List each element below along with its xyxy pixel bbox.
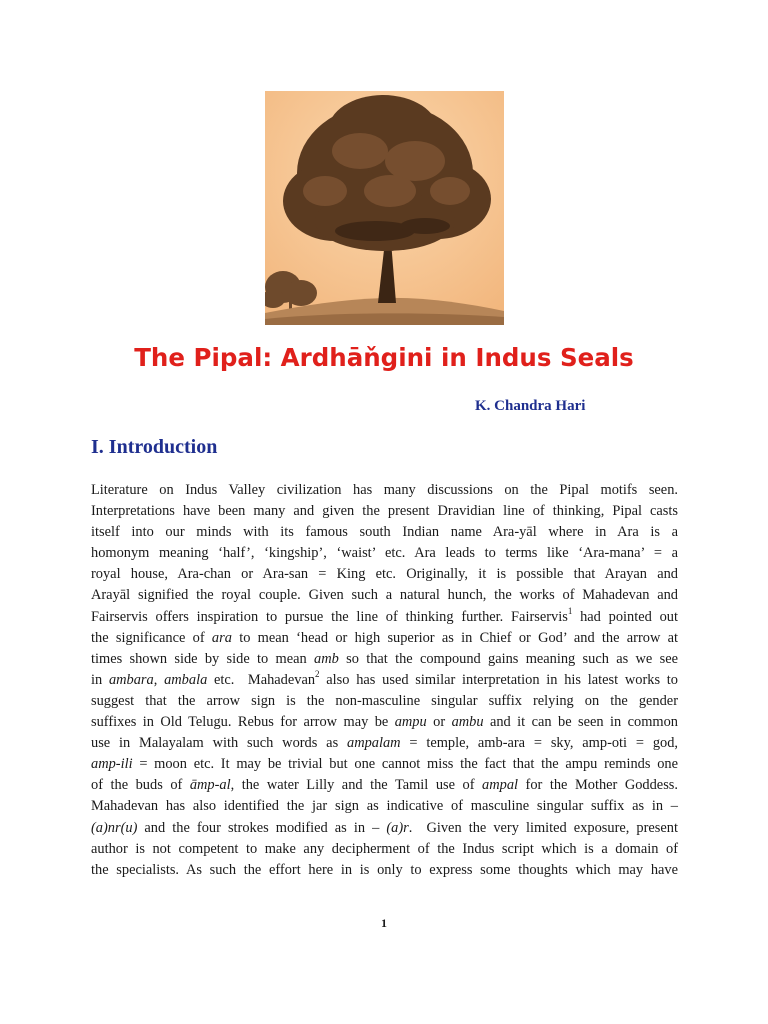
paragraph-line [91, 628, 678, 649]
text-run: had pointed out [572, 608, 678, 625]
paragraph-line [91, 480, 678, 501]
text-run: to mean ‘head or high superior as in Chief or God’ and the arrow at [231, 629, 678, 646]
paragraph-line [91, 860, 678, 881]
text-run: royal house, Ara-chan or Ara-san = King etc. Originally, it is possible that Arayan and [91, 566, 678, 583]
italic-term: ambu [451, 714, 484, 731]
text-run: author is not competent to make any decipherment of the Indus script which is a domain of [91, 840, 678, 857]
text-run: = temple, amb-ara = sky, amp-oti = god, [400, 735, 678, 752]
text-run: and the four strokes modified as in – [137, 819, 387, 836]
text-run: , the water Lilly and the Tamil use of [230, 777, 483, 794]
italic-term: ara [211, 629, 232, 646]
text-run: of the buds of [91, 777, 190, 794]
text-run: the specialists. As such the effort here in is only to express some thoughts which may have [91, 861, 678, 878]
paragraph-line [91, 522, 678, 543]
text-run: or [426, 714, 452, 731]
text-run: suffixes in Old Telugu. Rebus for arrow may be [91, 714, 395, 731]
text-run: homonym meaning ‘half’, ‘kingship’, ‘waist’ etc. Ara leads to terms like ‘Ara-mana’ = a [91, 545, 678, 562]
paragraph-line [91, 839, 678, 860]
text-run: and it can be seen in common [483, 714, 679, 731]
text-run: etc. Mahadevan [207, 671, 316, 688]
text-run: . Given the very limited exposure, present [408, 819, 678, 836]
paragraph-line [91, 818, 678, 839]
italic-term: ampalam [347, 735, 401, 752]
author-name: K. Chandra Hari [475, 398, 586, 414]
text-run: times shown side by side to mean [91, 650, 314, 667]
tree-illustration [265, 91, 504, 325]
body-paragraph [91, 480, 678, 881]
document-title: The Pipal: Ardhāňgini in Indus Seals [134, 343, 634, 372]
paragraph-line [91, 796, 678, 817]
italic-term: āmp-al [189, 777, 231, 794]
paragraph-line [91, 775, 678, 796]
footnote-ref: 2 [315, 669, 320, 680]
text-run: use in Malayalam with such words as [91, 735, 347, 752]
italic-term: amp-ili [91, 756, 133, 773]
text-run: also has used similar interpretation in his latest works to [319, 671, 678, 688]
paragraph-line [91, 754, 678, 775]
pipal-tree-photo [265, 91, 504, 325]
footnote-ref: 1 [567, 605, 573, 616]
italic-term: (a)nr(u) [91, 819, 138, 836]
italic-term: (a)r [386, 819, 409, 836]
text-run: Arayāl signified the royal couple. Given such a natural hunch, the works of Mahadevan and [91, 587, 678, 604]
italic-term: ampu [394, 714, 427, 731]
text-run: = moon etc. It may be trivial but one cannot miss the fact that the ampu reminds one [132, 756, 678, 773]
text-run: Literature on Indus Valley civilization has many discussions on the Pipal motifs seen. [91, 482, 678, 498]
text-run: itself into our minds with its famous south Indian name Ara-yāl where in Ara is a [91, 524, 678, 541]
italic-term: ambala [164, 671, 208, 688]
paragraph-line [91, 712, 678, 733]
paragraph-line [91, 607, 678, 628]
paragraph-line [91, 501, 678, 522]
text-run: , [153, 671, 165, 688]
paragraph-line [91, 670, 678, 691]
text-run: Fairservis offers inspiration to pursue the line of thinking further. Fairservis [91, 608, 568, 625]
text-run: so that the compound gains meaning such as we see [338, 650, 678, 667]
paragraph-line [91, 543, 678, 564]
page-number: 1 [381, 916, 387, 930]
italic-term: ambara [108, 671, 154, 688]
text-run: suggest that the arrow sign is the non-masculine singular suffix relying on the gender [91, 692, 678, 709]
section-heading: I. Introduction [91, 436, 218, 458]
paragraph-line [91, 649, 678, 670]
text-run: Interpretations have been many and given the present Dravidian line of thinking, Pipal casts [91, 503, 678, 520]
italic-term: ampal [482, 777, 519, 794]
text-run: Mahadevan has also identified the jar sign as indicative of masculine singular suffix as in – [91, 798, 678, 815]
italic-term: amb [314, 650, 339, 667]
paragraph-line [91, 585, 678, 606]
text-run: in [91, 671, 109, 688]
paragraph-line [91, 564, 678, 585]
paragraph-line [91, 691, 678, 712]
paragraph-line [91, 733, 678, 754]
text-run: for the Mother Goddess. [518, 777, 678, 794]
text-run: the significance of [91, 629, 212, 646]
